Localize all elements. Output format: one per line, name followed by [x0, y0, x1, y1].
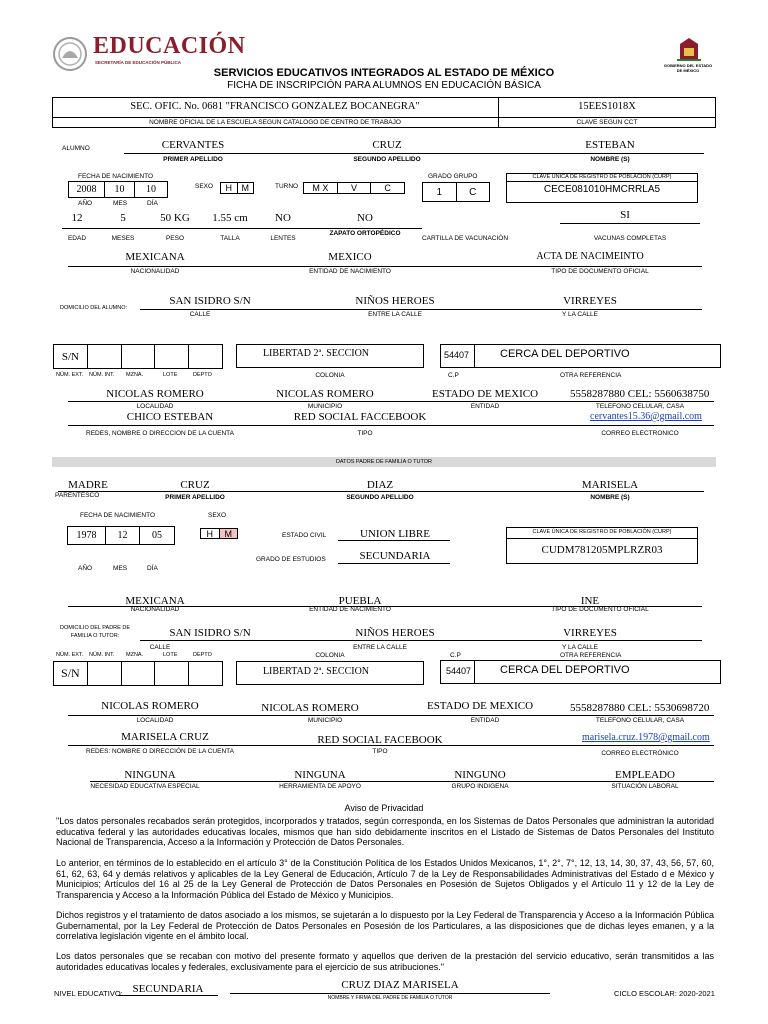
tutor-mes-label: MES	[113, 565, 128, 572]
zapato: NO	[357, 212, 373, 224]
parentesco: MADRE	[68, 479, 108, 491]
tipo-documento: ACTA DE NACIMEINTO	[536, 251, 644, 262]
turno-box	[303, 182, 405, 194]
tutor-sexo-h: H	[201, 529, 220, 538]
tutor-segundo-apellido: DIAZ	[366, 479, 394, 491]
birth-month: 10	[105, 182, 135, 197]
tutor-telefono-label: TELEFONO CELULAR, CASA	[595, 717, 685, 724]
fecha-nac-label: FECHA DE NACIMIENTO	[78, 173, 154, 180]
privacy-title: Aviso de Privacidad	[344, 803, 424, 813]
grado: 1	[423, 183, 457, 201]
tutor-birth-day: 05	[152, 530, 162, 541]
colonia-label: COLONIA	[315, 372, 345, 379]
talla: 1.55 cm	[212, 212, 248, 224]
talla-label: TALLA	[220, 235, 240, 242]
referencia: CERCA DEL DEPORTIVO	[500, 348, 630, 360]
dia-label: DÍA	[147, 200, 158, 207]
tutor-calle: SAN ISIDRO S/N	[169, 627, 251, 639]
privacy-paragraph-4: Los datos personales que se recaban con motivo del presente formato y aquellos que deriven de la prestación del servicio educativo, serán transmitidos a las autoridades educativas locales y federales, exclusivamente para el ejercicio de sus atribuciones."	[56, 951, 714, 972]
tutor-tipo-label: TIPO	[372, 748, 388, 755]
tutor-segundo-apellido-label: SEGUNDO APELLIDO	[346, 494, 414, 501]
tutor-sexo-box	[200, 528, 238, 539]
form-title: SERVICIOS EDUCATIVOS INTEGRADOS AL ESTADO DE MÉXICO	[213, 67, 555, 79]
estado-civil-label: ESTADO CIVIL	[282, 532, 327, 539]
tutor-primer-apellido-label: PRIMER APELLIDO	[165, 494, 225, 501]
y-label: Y LA CALLE	[561, 311, 599, 318]
gov-text: GOBIERNO DEL ESTADO DE MÉXICO	[663, 63, 713, 73]
lentes: NO	[275, 212, 291, 224]
gov-logo	[674, 36, 704, 62]
grupo: C	[469, 186, 477, 198]
logo-text: EDUCACIÓN	[93, 33, 246, 59]
tutor-tipo-doc: INE	[580, 595, 600, 607]
tutor-tipo-doc-label: TIPO DE DOCUMENTO OFICIAL	[551, 606, 649, 613]
birth-year: 2008	[69, 182, 105, 197]
privacy-paragraph-2: Lo anterior, en términos de lo establecido en el artículo 3° de la Constitución Política de los Estados Unidos Mexicanos, 1°, 2°, 7°, 12, 13, 14, 30, 37, 43, 56, 57, 60, 61, 62, 63, 64 y demás relativos y aplicables de la Ley General de Educación, Artículo 7 de la Ley de Responsabilidades Administrativas del Estado d e México y Municipios; Artículos del 16 al 25 de la Ley General de Protección de Datos Personales en Posesión de Sujetos Obligados y el Artículo 11 y 12 de la Ley de Transparencia y Acceso a la Información Pública del Estado de México y Municipios.	[56, 858, 714, 900]
telefono-label: TELEFONO CELULAR, CASA	[595, 403, 685, 410]
tutor-calle-label: CALLE	[149, 644, 171, 651]
turno-mx: M X	[304, 183, 338, 193]
mes-label: MES	[113, 200, 128, 207]
grado-estudios: SECUNDARIA	[359, 550, 431, 562]
mzna	[122, 345, 156, 368]
nacionalidad: MEXICANA	[125, 251, 185, 263]
tutor-curp: CUDM781205MPLRZR03	[541, 544, 663, 556]
tutor-redes: MARISELA CRUZ	[121, 731, 209, 743]
firma-label: NOMBRE Y FIRMA DEL PADRE DE FAMILIA O TUTOR	[327, 995, 453, 1001]
tutor-depto	[189, 662, 222, 685]
tutor-municipio-label: MUNICIPIO	[307, 717, 343, 724]
municipio-label: MUNICIPIO	[307, 403, 343, 410]
turno-label: TURNO	[275, 183, 299, 190]
num-int-label: NÚM. INT.	[89, 372, 115, 378]
mzna-label: MZNA.	[126, 372, 144, 378]
depto-label: DEPTO	[193, 372, 212, 378]
num-ext: S/N	[54, 345, 88, 368]
student-segundo-apellido: CRUZ	[372, 139, 402, 151]
tutor-primer-apellido: CRUZ	[180, 479, 210, 491]
tutor-num-ext-label: NÚM. EXT.	[56, 652, 84, 658]
tutor-mzna	[122, 662, 156, 685]
turno-c: C	[384, 183, 391, 193]
necesidad-label: NECESIDAD EDUCATIVA ESPECIAL	[90, 783, 200, 790]
school-name-label: NOMBRE OFICIAL DE LA ESCUELA SEGUN CATALOGO DE CENTRO DE TRABAJO	[149, 119, 401, 126]
primer-apellido-label: PRIMER APELLIDO	[163, 156, 223, 163]
tipo-label: TIPO	[357, 430, 373, 437]
tutor-redes-label: REDES: NOMBRE O DIRECCIÓN DE LA CUENTA	[86, 748, 234, 755]
entidad: ESTADO DE MEXICO	[431, 388, 539, 400]
grado-estudios-label: GRADO DE ESTUDIOS	[256, 556, 326, 563]
tutor-lote-label: LOTE	[163, 652, 178, 658]
tutor-correo-link[interactable]: marisela.cruz.1978@gmail.com	[582, 732, 710, 743]
tutor-correo[interactable]	[582, 732, 710, 743]
telefono: 5558287880 CEL: 5560638750	[570, 388, 710, 400]
alumno-label: ALUMNO	[62, 145, 90, 152]
lote-label: LOTE	[163, 372, 178, 378]
y-calle: VIRREYES	[563, 295, 617, 307]
lote	[155, 345, 189, 368]
depto	[189, 345, 222, 368]
tutor-curp-label: CLAVE ÚNICA DE REGISTRO DE POBLACIÓN (CURP)	[532, 529, 672, 535]
tutor-domicilio-label: DOMICILIO DEL PADRE DE FAMILIA O TUTOR:	[60, 625, 130, 639]
tutor-nacionalidad: MEXICANA	[125, 595, 185, 607]
tutor-localidad-label: LOCALIDAD	[136, 717, 174, 724]
tutor-telefono: 5558287880 CEL: 5530698720	[570, 702, 710, 714]
school-cct-label: CLAVE SEGUN CCT	[576, 119, 638, 126]
tutor-dia-label: DÍA	[147, 565, 158, 572]
tutor-numbers-box	[53, 661, 223, 686]
sexo-label: SEXO	[195, 183, 214, 190]
colonia: LIBERTAD 2ª. SECCION	[262, 348, 370, 359]
herramienta: NINGUNA	[294, 769, 346, 781]
zapato-label: ZAPATO ORTOPÉDICO	[329, 230, 401, 237]
tutor-entre-calle: NIÑOS HEROES	[355, 627, 435, 639]
tutor-num-ext: S/N	[54, 662, 88, 685]
grupo-indigena: NINGUNO	[454, 769, 506, 781]
privacy-paragraph-3: Dichos registros y el tratamiento de datos asociado a los mismos, se sujetarán a lo dispuesto por la Ley Federal de Transparencia y Acceso a la Información Pública Gubernamental, por la Ley Federal de Protección de Datos Personales en Posesión de los Particulares, a las disposiciones que de dichas leyes emanen, y a la correlativa legislación vigente en el ámbito local.	[56, 910, 714, 941]
grupo-label: GRUPO INDIGENA	[451, 783, 509, 790]
tutor-mzna-label: MZNA.	[126, 652, 144, 658]
ciclo-escolar: CICLO ESCOLAR: 2020-2021	[614, 989, 715, 998]
tutor-depto-label: DEPTO	[193, 652, 212, 658]
nivel-label: NIVEL EDUCATIVO:	[54, 989, 123, 998]
entidad-nac-label: ENTIDAD DE NACIMIENTO	[309, 268, 391, 275]
tutor-entidad: ESTADO DE MEXICO	[426, 700, 534, 712]
num-int	[88, 345, 122, 368]
logo-subtext: SECRETARÍA DE EDUCACIÓN PÚBLICA	[95, 60, 182, 65]
entre-calle: NIÑOS HEROES	[355, 295, 435, 307]
curp-label: CLAVE ÚNICA DE REGISTRO DE POBLACIÓN (CURP)	[532, 174, 672, 180]
tutor-entidad-label: ENTIDAD	[470, 717, 500, 724]
redes: CHICO ESTEBAN	[126, 411, 214, 423]
grado-grupo-label: GRADO GRUPO	[428, 173, 478, 180]
calle-label: CALLE	[189, 311, 211, 318]
sexo-m: M	[241, 183, 249, 193]
tutor-entidad-nac-label: ENTIDAD DE NACIMIENTO	[309, 606, 391, 613]
correo[interactable]	[590, 411, 702, 422]
redes-label: REDES, NOMBRE O DIRECCION DE LA CUENTA	[86, 430, 234, 437]
tutor-municipio: NICOLAS ROMERO	[261, 702, 359, 714]
entre-label: ENTRE LA CALLE	[368, 311, 422, 318]
tutor-num-int	[88, 662, 122, 685]
municipio: NICOLAS ROMERO	[276, 388, 374, 400]
calle: SAN ISIDRO S/N	[169, 295, 251, 307]
peso-label: PESO	[165, 235, 185, 242]
parentesco-label: PARENTESCO	[55, 492, 100, 499]
tutor-referencia-label: OTRA REFERENCIA	[560, 652, 622, 659]
tutor-fecha-label: FECHA DE NACIMIENTO	[80, 512, 156, 519]
grado-grupo-box	[422, 182, 490, 202]
student-primer-apellido: CERVANTES	[161, 139, 225, 151]
tutor-nombre: MARISELA	[581, 479, 639, 491]
entidad-nacimiento: MEXICO	[328, 251, 372, 263]
num-ext-label: NÚM. EXT.	[56, 372, 84, 378]
tutor-cp-label: C.P	[450, 652, 461, 659]
meses: 5	[120, 212, 126, 224]
student-nombre: ESTEBAN	[585, 139, 635, 151]
correo-label: CORREO ELECTRONICO	[601, 430, 679, 437]
necesidad: NINGUNA	[124, 769, 176, 781]
situacion-label: SITUACIÓN LABORAL	[611, 783, 679, 790]
herramienta-label: HERRAMIENTA DE APOYO	[279, 783, 361, 790]
ano-label: AÑO	[78, 200, 93, 207]
estado-civil: UNION LIBRE	[360, 528, 430, 540]
tutor-sexo-label: SEXO	[208, 512, 227, 519]
vacunas: SI	[620, 209, 630, 221]
nivel-educativo: SECUNDARIA	[132, 983, 204, 995]
tutor-lote	[155, 662, 189, 685]
tutor-birth-year: 1978	[68, 527, 106, 544]
edad: 12	[71, 212, 83, 224]
student-numbers-box	[53, 344, 223, 369]
tutor-ano-label: AÑO	[78, 565, 93, 572]
tutor-colonia: LIBERTAD 2ª. SECCION	[262, 666, 370, 677]
redes-tipo: RED SOCIAL FACCEBOOK	[293, 411, 427, 423]
student-birthdate	[68, 181, 168, 198]
firma-nombre: CRUZ DIAZ MARISELA	[341, 979, 459, 991]
nombre-label: NOMBRE (S)	[590, 156, 630, 163]
school-cct: 15EES1018X	[578, 101, 636, 112]
lentes-label: LENTES	[270, 235, 296, 242]
birth-day: 10	[146, 184, 156, 195]
tutor-correo-label: CORREO ELECTRÓNICO	[601, 750, 679, 757]
cartilla-label: CARTILLA DE VACUNACIÓN	[421, 235, 509, 242]
tutor-num-int-label: NÚM. INT.	[89, 652, 115, 658]
tutor-nacionalidad-label: NACIONALIDAD	[130, 606, 180, 613]
localidad-label: LOCALIDAD	[136, 403, 174, 410]
sexo-h: H	[221, 183, 238, 193]
nacionalidad-label: NACIONALIDAD	[130, 268, 180, 275]
tutor-sexo-m: M	[220, 529, 238, 538]
cp-label: C.P	[448, 372, 459, 379]
student-curp: CECE081010HMCRRLA5	[543, 184, 661, 195]
referencia-label: OTRA REFERENCIA	[560, 372, 622, 379]
meses-label: MESES	[111, 235, 135, 242]
tutor-y-label: Y LA CALLE	[561, 644, 599, 651]
turno-v: V	[338, 183, 372, 193]
situacion-laboral: EMPLEADO	[615, 769, 675, 781]
tutor-entidad-nac: PUEBLA	[338, 595, 382, 607]
tutor-y-calle: VIRREYES	[563, 627, 617, 639]
privacy-paragraph-1: "Los datos personales recabados serán protegidos, incorporados y tratados, según corresponda, en los Sistemas de Datos Personales que administran la autoridad educativa federal y las autoridades educativas locales, mismos que han sido debidamente inscritos en el Listado de Sistemas de Datos Personales del Instituto Nacional de Transparencia, Acceso a la Información y Protección de Datos Personales.	[56, 816, 714, 847]
tutor-referencia: CERCA DEL DEPORTIVO	[500, 664, 630, 676]
tutor-section-title: DATOS PADRE DE FAMILIA O TUTOR	[335, 459, 433, 465]
sexo-box	[220, 182, 254, 194]
school-name: SEC. OFIC. No. 0681 "FRANCISCO GONZALEZ BOCANEGRA"	[130, 101, 420, 112]
tutor-redes-tipo: RED SOCIAL FACEBOOK	[317, 734, 443, 746]
cp: 54407	[444, 350, 470, 360]
tipo-doc-label: TIPO DE DOCUMENTO OFICIAL	[551, 268, 649, 275]
form-subtitle: FICHA DE INSCRIPCIÓN PARA ALUMNOS EN EDUCACIÓN BÁSICA	[227, 80, 541, 91]
tutor-nombre-label: NOMBRE (S)	[590, 494, 630, 501]
tutor-colonia-label: COLONIA	[315, 652, 345, 659]
edad-label: EDAD	[67, 235, 87, 242]
correo-link[interactable]: cervantes15.36@gmail.com	[590, 411, 702, 422]
segundo-apellido-label: SEGUNDO APELLIDO	[353, 156, 421, 163]
tutor-cp: 54407	[446, 666, 472, 676]
tutor-birth-month: 12	[106, 527, 140, 544]
tutor-birthdate	[67, 526, 175, 545]
entidad-label: ENTIDAD	[470, 403, 500, 410]
peso: 50 KG	[160, 212, 190, 224]
tutor-entre-label: ENTRE LA CALLE	[353, 644, 407, 651]
tutor-localidad: NICOLAS ROMERO	[101, 700, 199, 712]
vacunas-label: VACUNAS COMPLETAS	[593, 235, 667, 242]
localidad: NICOLAS ROMERO	[106, 388, 204, 400]
domicilio-label: DOMICILIO DEL ALUMNO:	[60, 305, 128, 311]
